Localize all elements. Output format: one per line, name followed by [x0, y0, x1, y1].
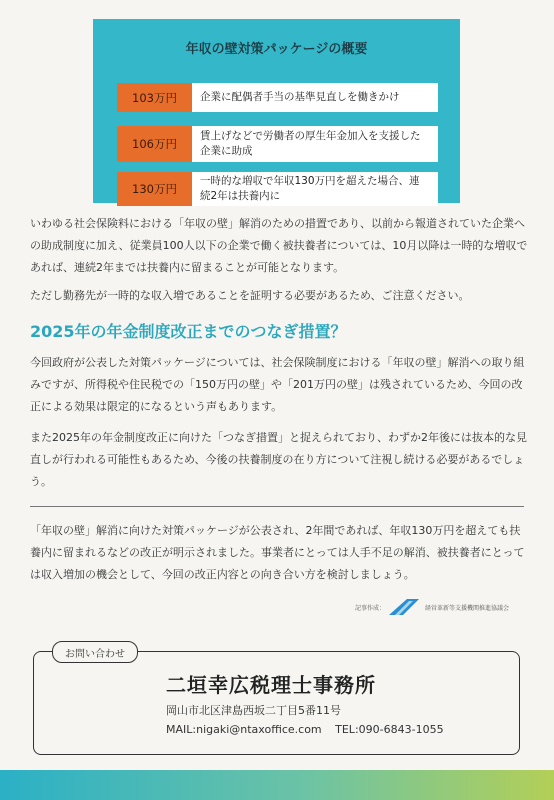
contact-mail[interactable]: MAIL:nigaki@ntaxoffice.com — [166, 723, 322, 736]
package-title: 年収の壁対策パッケージの概要 — [185, 42, 368, 57]
package-row — [117, 172, 438, 206]
divider — [30, 506, 524, 507]
package-row — [117, 83, 438, 112]
package-description: 賃上げなどで労働者の厚生年金加入を支援した企業に助成 — [192, 126, 438, 162]
contact-details — [166, 723, 444, 736]
contact-tel[interactable]: TEL:090-6843-1055 — [335, 723, 444, 736]
package-row — [117, 126, 438, 162]
package-summary-box — [93, 19, 460, 203]
article-credit — [355, 599, 509, 615]
paragraph-summary: 「年収の壁」解消に向けた対策パッケージが公表され、2年間であれば、年収130万円を超えても扶養内に留まれるなどの改正が明示されました。事業者にとっては人手不足の解消、被扶養者にとっては収入増加の機会として、今回の改正内容との向き合い方を検討しましょう。 — [30, 524, 525, 581]
package-amount: 103万円 — [117, 83, 192, 112]
package-amount: 106万円 — [117, 126, 192, 162]
package-amount: 130万円 — [117, 172, 192, 206]
paragraph-policy: 今回政府が公表した対策パッケージについては、社会保険制度における「年収の壁」解消への取り組みですが、所得税や住民税での「150万円の壁」や「201万円の壁」は残されているため、今回の改正による効果は限定的になるという声もあります。 — [30, 356, 525, 413]
credit-label: 記事作成： — [355, 604, 386, 612]
section-heading: 2025年の年金制度改正までのつなぎ措置？ — [30, 322, 347, 341]
paragraph-caution: ただし勤務先が一時的な収入増であることを証明する必要があるため、ご注意ください。 — [30, 289, 470, 302]
association-logo-icon — [389, 599, 421, 615]
office-address: 岡山市北区津島西坂二丁目5番11号 — [166, 704, 341, 717]
footer-gradient-bar — [0, 770, 554, 800]
package-description: 一時的な増収で年収130万円を超えた場合、連続2年は扶養内に — [192, 172, 438, 206]
package-description: 企業に配偶者手当の基準見直しを働きかけ — [192, 83, 438, 112]
paragraph-outlook: また2025年の年金制度改正に向けた「つなぎ措置」と捉えられており、わずか2年後には抜本的な見直しが行われる可能性もあるため、今後の扶養制度の在り方について注視し続ける必要があるでしょう。 — [30, 431, 527, 488]
office-name: 二垣幸広税理士事務所 — [166, 673, 376, 697]
paragraph-intro: いわゆる社会保険料における「年収の壁」解消のための措置であり、以前から報道されていた企業への助成制度に加え、従業員100人以下の企業で働く被扶養者については、10月以降は一時的な増収であれば、連続2年までは扶養内に留まることが可能となります。 — [30, 217, 528, 274]
credit-organization: 経営革新等支援機関推進協議会 — [425, 604, 510, 612]
contact-tab-label: お問い合わせ — [52, 641, 138, 663]
